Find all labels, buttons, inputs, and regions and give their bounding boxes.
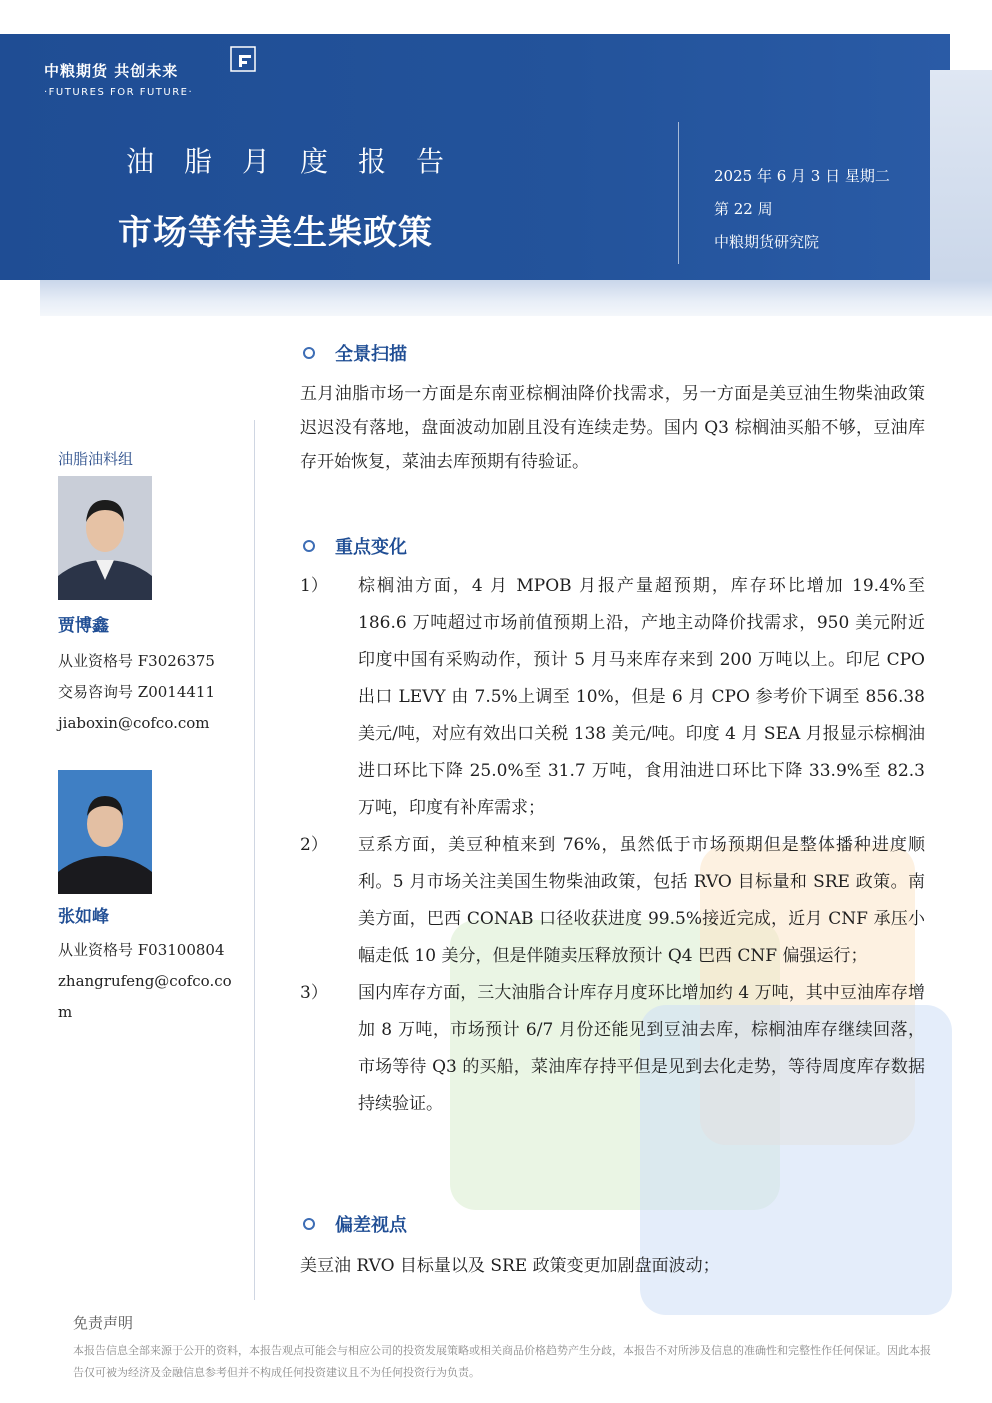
analyst-email-2[interactable]: zhangrufeng@cofco.com — [58, 972, 232, 1021]
analyst-name-2: 张如峰 — [58, 907, 109, 927]
brand-slogan: ·FUTURES FOR FUTURE· — [44, 87, 194, 98]
portrait-icon — [58, 770, 152, 894]
analyst-photo-2 — [58, 770, 152, 894]
list-item — [300, 568, 925, 827]
report-type: 油脂月度报告 — [126, 145, 475, 178]
report-week: 第 22 周 — [714, 200, 773, 218]
analyst-name-1: 贾博鑫 — [58, 616, 109, 636]
list-number: 1） — [300, 576, 328, 596]
bullet-circle-icon — [303, 347, 315, 359]
sidebar-divider — [254, 420, 255, 1300]
disclaimer-text: 本报告信息全部来源于公开的资料，本报告观点可能会与相应公司的投资发展策略或相关商品价格趋势产生分歧，本报告不对所涉及信息的准确性和完整性作任何保证。因此本报告仅可被为经济及金融信息参考但并不构成任何投资建议且不为任何投资行为负责。 — [73, 1344, 931, 1379]
team-name: 油脂油料组 — [58, 450, 134, 468]
section-changes-title — [303, 533, 407, 559]
cofco-logo-icon — [230, 46, 256, 72]
banner-fade-strip — [40, 280, 992, 316]
report-headline: 市场等待美生柴政策 — [118, 213, 433, 253]
list-text: 棕榈油方面，4 月 MPOB 月报产量超预期，库存环比增加 19.4%至 186.6 万吨超过市场前值预期上沿，产地主动降价找需求，950 美元附近印度中国有采购动作，预计 5 月马来库存来到 200 万吨以上。印尼 CPO 出口 LEVY 由 7.5%上调至 10%，但是 6 月 CPO 参考价下调至 856.38 美元/吨，对应有效出口关税 138 美元/吨。印度 4 月 SEA 月报显示棕榈油进口环比下降 25.0%至 31.7 万吨，食用油进口环比下降 33.9%至 82.3 万吨，印度有补库需求； — [358, 576, 925, 818]
brand — [44, 60, 193, 98]
overview-paragraph: 五月油脂市场一方面是东南亚棕榈油降价找需求，另一方面是美豆油生物柴油政策迟迟没有落地，盘面波动加剧且没有连续走势。国内 Q3 棕榈油买船不够，豆油库存开始恢复，菜油去库预期有待验证。 — [300, 384, 925, 472]
report-date: 2025 年 6 月 3 日 星期二 — [714, 167, 890, 185]
disclaimer-title: 免责声明 — [73, 1314, 134, 1332]
analyst-email-1[interactable]: jiaboxin@cofco.com — [58, 714, 210, 732]
report-meta — [714, 160, 890, 259]
section-title-text: 全景扫描 — [335, 344, 407, 365]
bullet-circle-icon — [303, 540, 315, 552]
header-divider — [678, 122, 679, 264]
section-bias-title — [303, 1211, 407, 1237]
section-title-text: 重点变化 — [335, 537, 407, 558]
list-number: 3） — [300, 983, 328, 1003]
bias-paragraph: 美豆油 RVO 目标量以及 SRE 政策变更加剧盘面波动； — [300, 1256, 720, 1276]
list-text: 豆系方面，美豆种植来到 76%，虽然低于市场预期但是整体播种进度顺利。5 月市场关注美国生物柴油政策，包括 RVO 目标量和 SRE 政策。南美方面，巴西 CONAB 口径收获进度 99.5%接近完成，近月 CNF 承压小幅走低 10 美分，但是伴随卖压释放预计 Q4 巴西 CNF 偏强运行； — [358, 835, 925, 966]
list-item — [300, 827, 925, 975]
analyst-license-2: 从业资格号 F03100804 — [58, 941, 225, 959]
list-item — [300, 975, 925, 1123]
bullet-circle-icon — [303, 1218, 315, 1230]
section-overview-title — [303, 340, 407, 366]
report-institute: 中粮期货研究院 — [714, 233, 820, 251]
portrait-icon — [58, 476, 152, 600]
analyst-photo-1 — [58, 476, 152, 600]
list-text: 国内库存方面，三大油脂合计库存月度环比增加约 4 万吨，其中豆油库存增加 8 万吨，市场预计 6/7 月份还能见到豆油去库，棕榈油库存继续回落，市场等待 Q3 的买船，菜油库存持平但是见到去化走势，等待周度库存数据持续验证。 — [358, 983, 925, 1114]
analyst-advisory-1: 交易咨询号 Z0014411 — [58, 683, 215, 701]
section-title-text: 偏差视点 — [335, 1215, 407, 1236]
analyst-license-1: 从业资格号 F3026375 — [58, 652, 215, 670]
changes-list — [300, 568, 925, 1123]
brand-name: 中粮期货 共创未来 — [44, 62, 179, 80]
list-number: 2） — [300, 835, 328, 855]
